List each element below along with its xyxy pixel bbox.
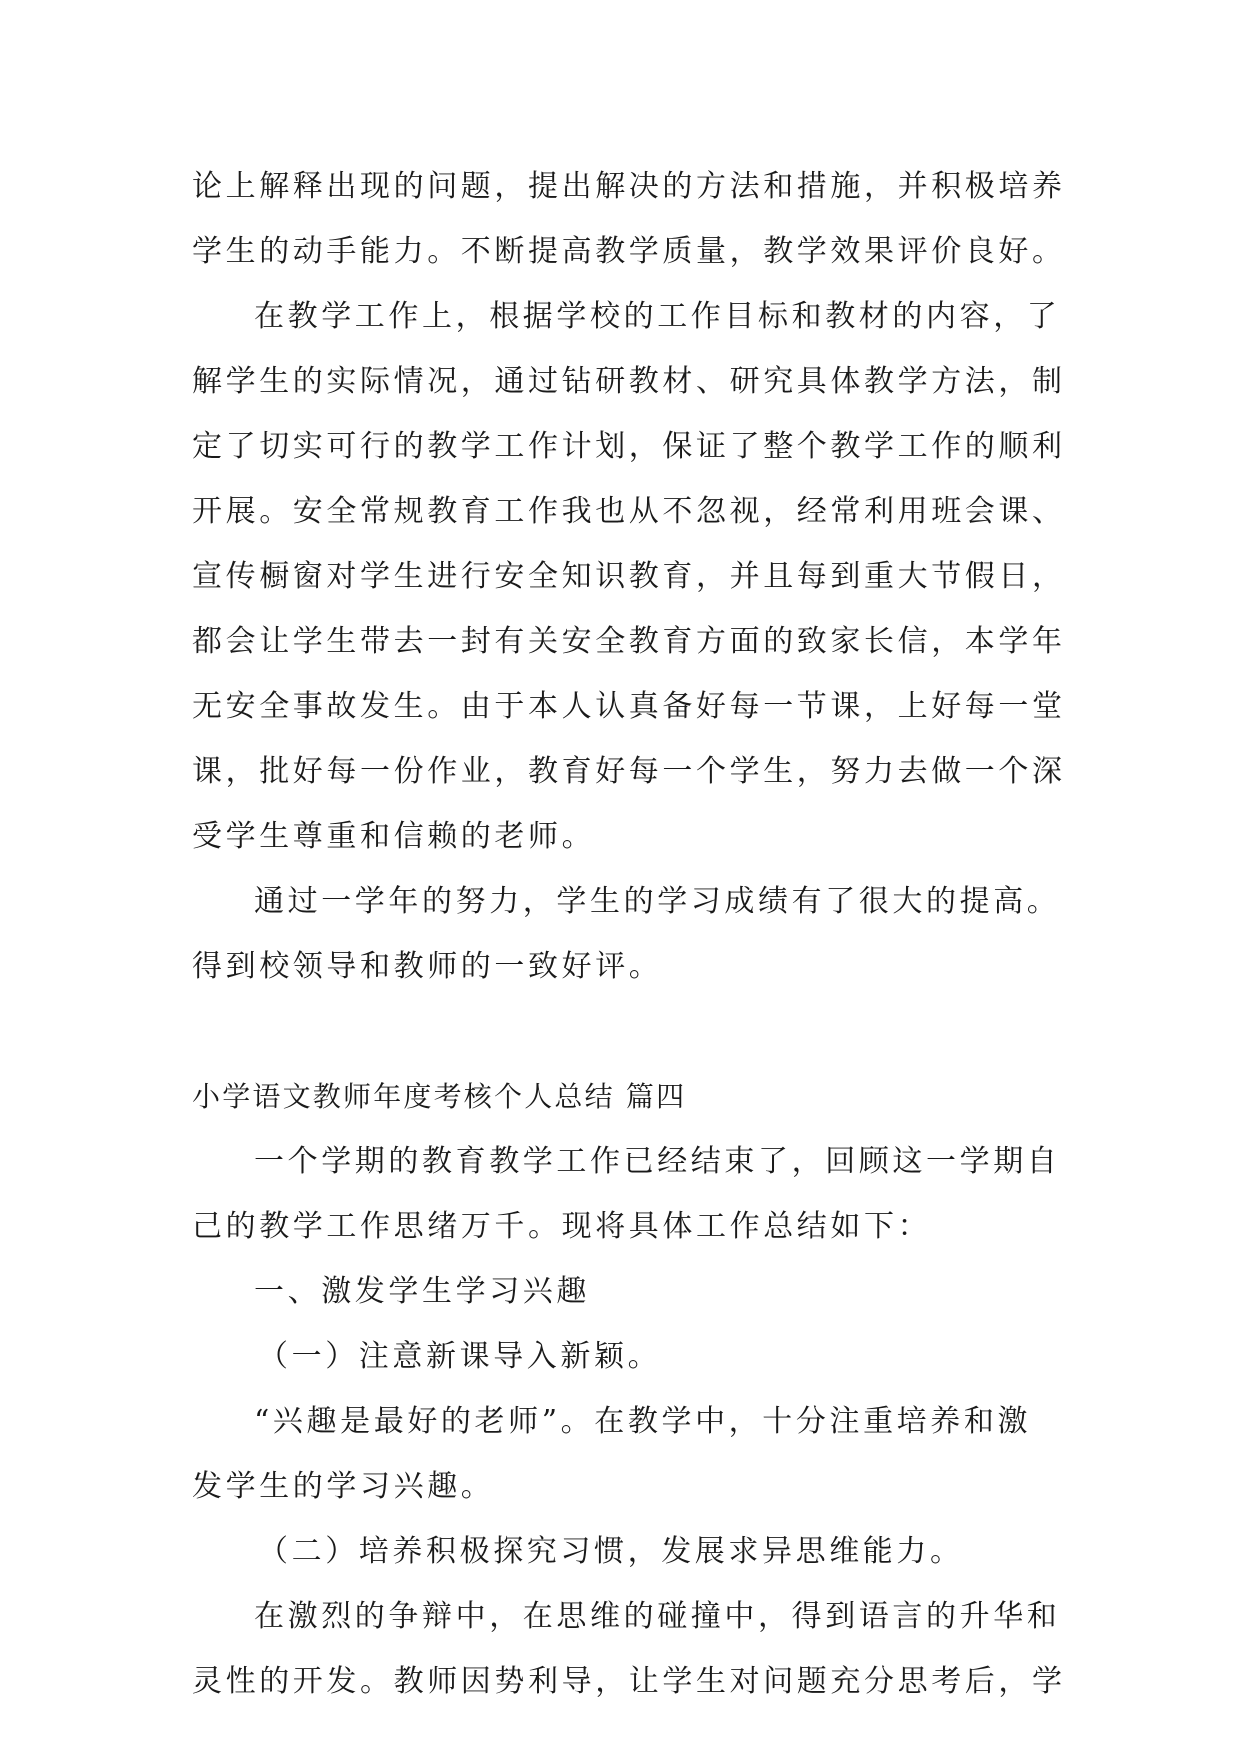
paragraph-start: 在教学工作上，根据学校的工作目标和教材的内容，了 <box>254 299 1061 334</box>
paragraph-start: 在激烈的争辩中，在思维的碰撞中，得到语言的升华和 <box>254 1599 1061 1634</box>
text-line: 都会让学生带去一封有关安全教育方面的致家长信，本学年 <box>192 624 1066 659</box>
text-line: 受学生尊重和信赖的老师。 <box>192 819 596 854</box>
paragraph-start: 一个学期的教育教学工作已经结束了，回顾这一学期自 <box>254 1144 1061 1179</box>
text-line: 课，批好每一份作业，教育好每一个学生，努力去做一个深 <box>192 754 1066 789</box>
paragraph-start: 通过一学年的努力，学生的学习成绩有了很大的提高。 <box>254 884 1061 919</box>
subheading: （一）注意新课导入新颖。 <box>258 1339 662 1374</box>
text-line: 定了切实可行的教学工作计划，保证了整个教学工作的顺利 <box>192 429 1066 464</box>
text-line: 灵性的开发。教师因势利导，让学生对问题充分思考后，学 <box>192 1664 1066 1699</box>
section-heading: 小学语文教师年度考核个人总结 篇四 <box>192 1080 687 1113</box>
paragraph-start: “兴趣是最好的老师”。在教学中，十分注重培养和激 <box>254 1404 1032 1439</box>
text-line: 发学生的学习兴趣。 <box>192 1469 495 1504</box>
text-line: 开展。安全常规教育工作我也从不忽视，经常利用班会课、 <box>192 494 1066 529</box>
text-line: 宣传橱窗对学生进行安全知识教育，并且每到重大节假日， <box>192 559 1066 594</box>
subheading: 一、激发学生学习兴趣 <box>254 1274 590 1309</box>
text-line: 己的教学工作思绪万千。现将具体工作总结如下： <box>192 1209 932 1244</box>
text-line: 论上解释出现的问题，提出解决的方法和措施，并积极培养 <box>192 169 1066 204</box>
text-line: 学生的动手能力。不断提高教学质量，教学效果评价良好。 <box>192 234 1066 269</box>
text-line: 无安全事故发生。由于本人认真备好每一节课，上好每一堂 <box>192 689 1066 724</box>
text-line: 得到校领导和教师的一致好评。 <box>192 949 663 984</box>
subheading: （二）培养积极探究习惯，发展求异思维能力。 <box>258 1534 964 1569</box>
text-line: 解学生的实际情况，通过钻研教材、研究具体教学方法，制 <box>192 364 1066 399</box>
